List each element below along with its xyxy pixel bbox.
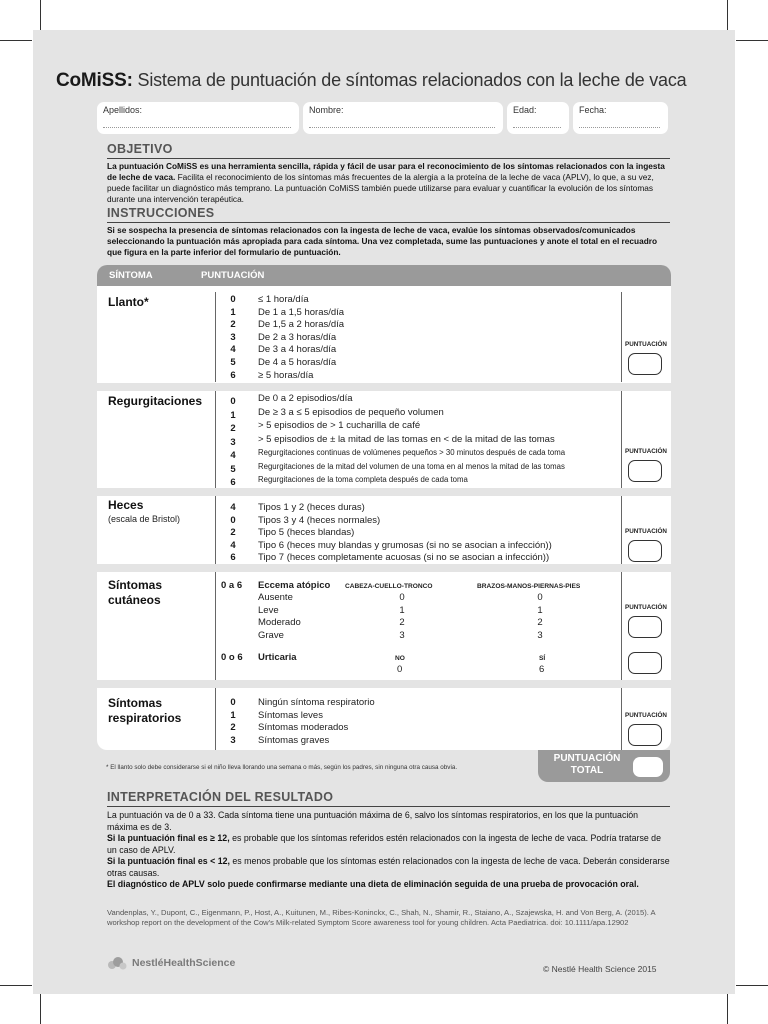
divider (107, 158, 670, 159)
description: Síntomas leves (258, 709, 323, 721)
interpretacion-p2-text: es probable que los síntomas referidos estén relacionados con la ingesta de leche de vaca. Podría tratarse de un caso de APLV. (107, 833, 661, 855)
description: De 1 a 1,5 horas/día (258, 306, 345, 318)
urticaria-si-header: SÍ (539, 655, 546, 662)
score-value: 2 (399, 617, 405, 629)
description: ≤ 1 hora/día (258, 294, 309, 305)
eccema-limbs-values (535, 592, 545, 642)
description: Síntomas graves (258, 734, 330, 746)
column-divider (621, 390, 622, 488)
divider (107, 222, 670, 223)
crop-mark (0, 985, 32, 986)
patient-fields (97, 102, 668, 134)
name-field[interactable] (303, 102, 503, 134)
name-label: Nombre: (309, 105, 344, 115)
urticaria-no-header: NO (395, 655, 405, 662)
score-value: 6 (230, 369, 236, 381)
score-value: 3 (230, 734, 236, 746)
crop-mark (727, 994, 728, 1024)
eccema-trunk-values (397, 592, 407, 642)
crop-mark (40, 0, 41, 31)
interpretacion-p2-bold: Si la puntuación final es ≥ 12, (107, 833, 230, 843)
description: Tipo 5 (heces blandas) (258, 527, 355, 539)
description: Tipos 1 y 2 (heces duras) (258, 502, 365, 513)
description: Ningún síntoma respiratorio (258, 697, 375, 708)
eccema-score-box[interactable] (628, 616, 662, 638)
severity-label: Grave (258, 629, 284, 641)
score-value: 3 (230, 331, 236, 343)
column-divider (215, 292, 216, 382)
column-divider (621, 572, 622, 680)
objetivo-text (107, 161, 670, 205)
eccema-col-head-limbs: BRAZOS-MANOS-PIERNAS-PIES (477, 583, 581, 590)
instrucciones-heading: INSTRUCCIONES (107, 206, 215, 220)
symptom-name-line: cutáneos (108, 593, 161, 607)
copyright: © Nestlé Health Science 2015 (543, 964, 657, 974)
reference-citation: Vandenplas, Y., Dupont, C., Eigenmann, P., Host, A., Kuitunen, M., Ribes-Koninckx, C., Shah, N., Shamir, R., Staiano, A., Szajewska, H. and Von Berg, A. (2015). A workshop report on the development of the Cow's Milk-related Symptom Score awareness tool for young children. Acta Paediatrica. doi: 10.1111/apa.12902 (107, 908, 656, 927)
llanto-score-label: PUNTUACIÓN (625, 341, 667, 348)
age-label: Edad: (513, 105, 537, 115)
symptom-heces: Heces (108, 498, 144, 512)
score-value: 6 (230, 477, 236, 488)
interpretacion-p1: La puntuación va de 0 a 33. Cada síntoma tiene una puntuación máxima de 6, salvo los síntomas respiratorios, en los que la puntuación máxima es de 3. (107, 810, 639, 832)
score-value: 2 (230, 319, 236, 331)
heces-score-label: PUNTUACIÓN (625, 528, 667, 535)
severity-label: Moderado (258, 617, 301, 629)
footnote: * El llanto solo debe considerarse si el niño lleva llorando una semana o más, según los padres, sin ninguna otra causa obvia. (106, 764, 458, 771)
score-value: 0 (537, 592, 543, 603)
interpretacion-p2 (107, 833, 670, 856)
score-table (97, 265, 671, 750)
heces-descriptions (258, 502, 552, 565)
score-value: 0 (230, 294, 236, 305)
score-value: 2 (230, 722, 236, 734)
score-value: 1 (230, 409, 236, 421)
column-divider (621, 496, 622, 564)
instrucciones-text: Si se sospecha la presencia de síntomas relacionados con la ingesta de leche de vaca, evalúe los síntomas observados/comunicados seleccionando la puntuación más apropiada para cada síntoma. Una vez completada, sume las puntuaciones y anote el total en el recuadro que figura en la parte inferior del formulario de puntuación. (107, 225, 658, 257)
symptom-name-line: respiratorios (108, 711, 182, 725)
score-value: 0 (230, 697, 236, 708)
symptom-regurgitaciones: Regurgitaciones (108, 394, 203, 408)
divider (107, 806, 670, 807)
crop-mark (0, 40, 32, 41)
score-value: 1 (230, 306, 236, 318)
urticaria-no-value: 0 (397, 664, 403, 675)
eccema-score-label: PUNTUACIÓN (625, 604, 667, 611)
total-label-line: PUNTUACIÓN (553, 753, 621, 764)
age-field[interactable] (507, 102, 569, 134)
score-value: 0 (230, 396, 236, 407)
score-value: 3 (230, 436, 236, 448)
table-header (97, 265, 671, 286)
surname-label: Apellidos: (103, 105, 143, 115)
title-brand: CoMiSS: (56, 70, 133, 91)
llanto-scores (225, 294, 241, 382)
column-divider (215, 390, 216, 488)
row-separator (97, 383, 671, 391)
respiratorios-descriptions (258, 697, 375, 747)
title-text: Sistema de puntuación de síntomas relacionados con la leche de vaca (137, 70, 687, 90)
total-label-line: TOTAL (570, 765, 604, 776)
eccema-severity-list (258, 592, 301, 642)
heces-score-box[interactable] (628, 540, 662, 562)
interpretacion-p3 (107, 856, 670, 879)
crop-mark (40, 994, 41, 1024)
objetivo-heading: OBJETIVO (107, 142, 173, 156)
score-value: 4 (230, 502, 236, 513)
regurgitaciones-scores (225, 395, 241, 490)
score-value: 0 (230, 514, 236, 526)
score-value: 0 (399, 592, 405, 603)
score-value: 4 (230, 539, 236, 551)
score-value: 5 (230, 356, 236, 368)
description: De 3 a 4 horas/día (258, 344, 337, 356)
score-value: 2 (230, 423, 236, 434)
description: Regurgitaciones continuas de volúmenes pequeños > 30 minutos después de cada toma (258, 448, 566, 457)
column-divider (215, 496, 216, 564)
llanto-descriptions (258, 294, 344, 382)
column-divider (621, 292, 622, 382)
symptom-cutaneos (108, 578, 162, 608)
interpretacion-text (107, 810, 670, 891)
description: Tipos 3 y 4 (heces normales) (258, 514, 381, 526)
regurgitaciones-score-label: PUNTUACIÓN (625, 448, 667, 455)
description: De 1,5 a 2 horas/día (258, 319, 345, 331)
urticaria-range: 0 o 6 (221, 652, 243, 663)
crop-mark (736, 40, 768, 41)
severity-label: Leve (258, 604, 279, 616)
llanto-score-box[interactable] (628, 353, 662, 375)
description: ≥ 5 horas/día (258, 369, 314, 381)
description: Tipo 7 (heces completamente acuosas (si no se asocian a infección)) (258, 552, 550, 564)
respiratorios-score-label: PUNTUACIÓN (625, 712, 667, 719)
score-value: 3 (399, 629, 405, 641)
col-symptom-header: SÍNTOMA (109, 270, 153, 281)
column-divider (215, 688, 216, 750)
total-score-box[interactable] (633, 757, 663, 777)
col-score-header: PUNTUACIÓN (201, 270, 265, 281)
symptom-respiratorios (108, 696, 181, 726)
score-value: 1 (537, 604, 543, 616)
description: Regurgitaciones de la toma completa después de cada toma (258, 475, 468, 484)
surname-field[interactable] (97, 102, 299, 134)
eccema-col-head-trunk: CABEZA-CUELLO-TRONCO (345, 583, 433, 590)
score-value: 5 (230, 463, 236, 475)
score-value: 2 (230, 527, 236, 539)
respiratorios-score-box[interactable] (628, 724, 662, 746)
symptom-name-line: Síntomas (108, 578, 163, 592)
crop-mark (736, 985, 768, 986)
heces-subtitle: (escala de Bristol) (108, 514, 181, 524)
total-score-label (541, 753, 633, 777)
interpretacion-p3-text: es menos probable que los síntomas estén relacionados con la ingesta de leche de vaca. Deberán considerarse otras causas. (107, 856, 670, 878)
interpretacion-p4: El diagnóstico de APLV solo puede confirmarse mediante una dieta de eliminación seguida de una prueba de provocación oral. (107, 879, 639, 889)
row-separator (97, 680, 671, 688)
eccema-label: Eccema atópico (258, 580, 331, 591)
score-value: 1 (399, 604, 405, 616)
description: De 2 a 3 horas/día (258, 331, 337, 343)
nestle-bird-icon (106, 955, 128, 971)
regurgitaciones-score-box[interactable] (628, 460, 662, 482)
score-value: 4 (230, 450, 236, 461)
urticaria-label: Urticaria (258, 652, 297, 663)
heces-scores (225, 502, 241, 565)
eccema-range: 0 a 6 (221, 580, 243, 591)
symptom-name-line: Síntomas (108, 696, 163, 710)
date-field[interactable] (573, 102, 668, 134)
description: Regurgitaciones de la mitad del volumen de una toma en al menos la mitad de las tomas (258, 461, 565, 471)
regurgitaciones-descriptions (258, 392, 565, 487)
row-separator (97, 564, 671, 572)
score-value: 1 (230, 709, 236, 721)
description: Tipo 6 (heces muy blandas y grumosas (si no se asocian a infección)) (258, 539, 552, 551)
description: Síntomas moderados (258, 722, 349, 734)
column-divider (621, 688, 622, 750)
respiratorios-scores (225, 697, 241, 747)
urticaria-si-value: 6 (539, 664, 545, 675)
column-divider (215, 572, 216, 680)
score-value: 4 (230, 344, 236, 356)
description: De 4 a 5 horas/día (258, 356, 337, 368)
crop-mark (727, 0, 728, 31)
row-separator (97, 488, 671, 496)
urticaria-score-box[interactable] (628, 652, 662, 674)
interpretacion-p3-bold: Si la puntuación final es < 12, (107, 856, 230, 866)
objetivo-text-bold: La puntuación CoMiSS es una herramienta sencilla, rápida y fácil de usar para el reconocimiento de los síntomas relacionados con la ingesta de leche de vaca. (107, 161, 665, 182)
logo-text: NestléHealthScience (132, 957, 236, 969)
description: > 5 episodios de > 1 cucharilla de café (258, 420, 421, 431)
score-value: 6 (230, 552, 236, 564)
nestle-logo (106, 955, 235, 971)
severity-label: Ausente (258, 592, 293, 603)
score-value: 2 (537, 617, 543, 629)
description: De 0 a 2 episodios/día (258, 393, 353, 404)
page-title (56, 70, 686, 92)
interpretacion-heading: INTERPRETACIÓN DEL RESULTADO (107, 790, 334, 804)
description: > 5 episodios de ± la mitad de las tomas en < de la mitad de las tomas (258, 433, 555, 445)
description: De ≥ 3 a ≤ 5 episodios de pequeño volumen (258, 406, 444, 418)
symptom-llanto: Llanto* (108, 295, 149, 309)
score-value: 3 (537, 629, 543, 641)
objetivo-text-body: Facilita el reconocimiento de los síntomas más frecuentes de la alergia a la proteína de la leche de vaca (APLV), lo que, a su vez, puede facilitar un diagnóstico más temprano. La puntuación CoMiSS también puede utilizarse para evaluar y cuantificar la evolución de los síntomas durante una intervención terapéutica. (107, 172, 654, 204)
date-label: Fecha: (579, 105, 607, 115)
